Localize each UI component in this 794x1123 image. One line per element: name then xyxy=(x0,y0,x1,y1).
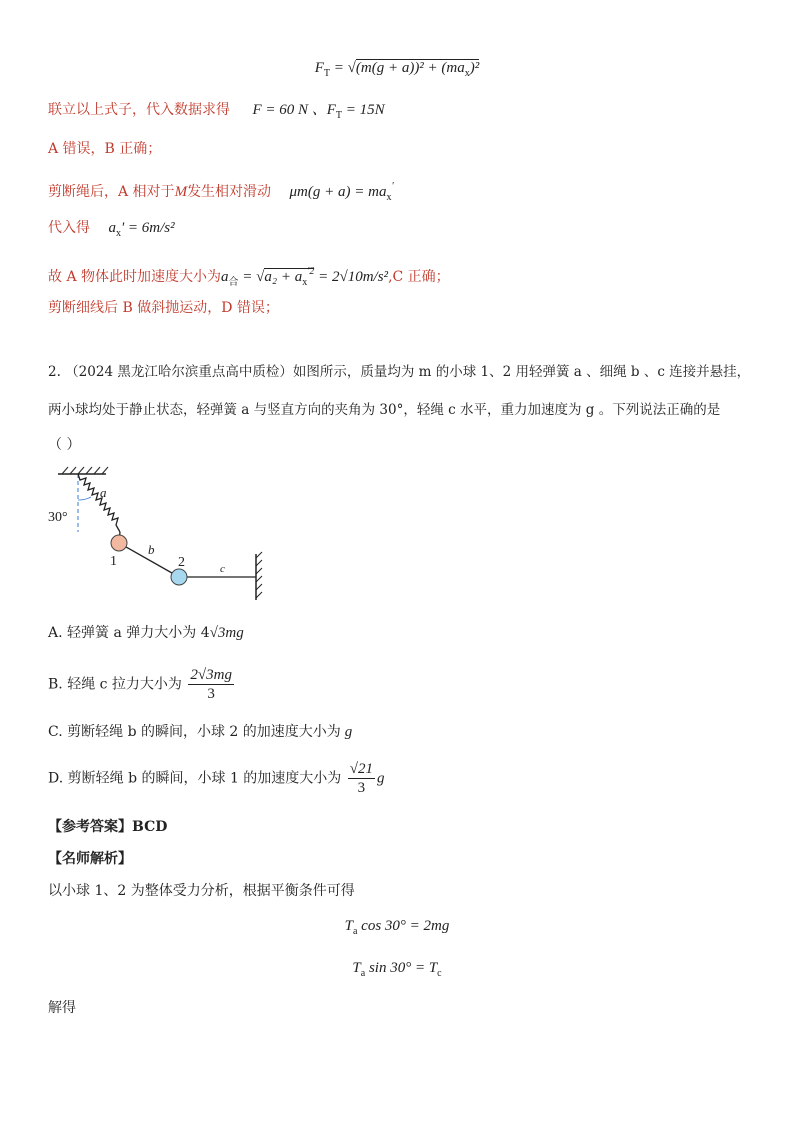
spring-rope-diagram xyxy=(40,462,280,607)
formula-lhs-sub: T xyxy=(323,68,331,79)
analysis-line: 以小球 1、2 为整体受力分析，根据平衡条件可得 xyxy=(48,883,355,899)
solution-math-4-tail: ' = 6m/s² xyxy=(120,220,175,236)
option-a-text: A. 轻弹簧 a 弹力大小为 4 xyxy=(48,625,210,641)
formula-rhs-tail: )² xyxy=(469,60,480,76)
ball-1-label: 1 xyxy=(110,554,117,569)
formula-rhs: (m(g + a))² + (ma xyxy=(355,60,465,76)
option-b-denominator: 3 xyxy=(207,686,215,702)
solution-text-3b: 发生相对滑动 xyxy=(187,184,272,200)
spring-a xyxy=(78,474,120,532)
eq2-mid: sin 30° = T xyxy=(365,960,438,976)
option-d-tail: g xyxy=(376,770,385,787)
solution-math-1-sub: T xyxy=(335,110,343,121)
solution-math-1: F = 60 N 、F xyxy=(252,102,336,118)
option-a xyxy=(48,623,244,643)
formula-tension: $F_T = √(m(g + a))^2 + (ma_x)^2$ xyxy=(314,60,480,79)
solution-line-5: 故 A 物体此时加速度大小为$a_合 = √a_2 + a_x^{'2} = 2√10m/s^2,C$ 正确； xyxy=(48,266,450,288)
option-d-denominator: 3 xyxy=(357,780,366,796)
formula-lhs: F xyxy=(314,60,324,76)
question-stem-line-2: 两小球均处于静止状态，轻弹簧 a 与竖直方向的夹角为 30°，轻绳 c 水平，重力加速度为 g 。下列说法正确的是 xyxy=(48,402,721,418)
option-b xyxy=(48,666,236,703)
solution-math-3-sub: x xyxy=(386,192,392,203)
answer-value: BCD xyxy=(132,819,168,835)
solution-text-5-tail: ,C 正确； xyxy=(388,269,450,285)
equation-2 xyxy=(0,960,794,979)
option-d xyxy=(48,760,384,797)
question-stem-line-1: 2. （2024 黑龙江哈尔滨重点高中质检）如图所示，质量均为 m 的小球 1、2 用轻弹簧 a 、细绳 b 、c 连接并悬挂， xyxy=(48,364,751,380)
solution-symbol-M: M xyxy=(174,184,188,200)
option-d-text: D. 剪断轻绳 b 的瞬间，小球 1 的加速度大小为 xyxy=(48,770,342,787)
ceiling-hatch xyxy=(62,467,108,474)
formula-rhs-sub: x xyxy=(464,68,470,79)
option-b-text: B. 轻绳 c 拉力大小为 xyxy=(48,676,182,693)
analysis-heading: 【名师解析】 xyxy=(48,851,132,867)
wall-hatch xyxy=(256,552,262,598)
rope-b-label: b xyxy=(148,542,155,557)
solution-line-2: A 错误，B 正确； xyxy=(48,141,162,157)
solution-math-5-sqrt-sup: '2 xyxy=(307,266,315,277)
option-d-numerator: √21 xyxy=(349,761,373,777)
solution-text-1: 联立以上式子，代入数据求得 xyxy=(48,102,230,118)
solution-math-5-sqrt: a₂ + a xyxy=(264,269,303,285)
eq2-T: T xyxy=(352,960,361,976)
angle-label: 30° xyxy=(48,510,68,525)
spring-label: a xyxy=(100,485,107,500)
solution-math-3: μm(g + a) = ma xyxy=(289,184,387,200)
option-a-math: √3mg xyxy=(209,625,244,641)
solution-math-5-mid: = xyxy=(238,269,257,285)
angle-arc xyxy=(78,497,91,500)
ball-1 xyxy=(111,535,127,551)
option-c xyxy=(48,722,352,742)
question-blank: （ ） xyxy=(48,437,81,453)
answer-label: 【参考答案】 xyxy=(48,819,132,835)
solution-text-3a: 剪断绳后，A 相对于 xyxy=(48,184,175,200)
solution-math-5a: a xyxy=(221,269,229,285)
solution-math-5-tail: = 2√10m/s² xyxy=(314,269,389,285)
eq2-sub2: c xyxy=(437,968,442,979)
solution-line-1 xyxy=(48,100,385,126)
ball-2 xyxy=(171,569,187,585)
solution-math-4-sub: x xyxy=(115,228,121,239)
solution-text-5: 故 A 物体此时加速度大小为 xyxy=(48,269,222,285)
eq1-tail: cos 30° = 2mg xyxy=(357,918,450,934)
solution-math-3-sup: ' xyxy=(391,181,394,192)
solution-math-4: a xyxy=(108,220,116,236)
solution-line-3 xyxy=(48,177,394,208)
eq2-sub: a xyxy=(360,968,366,979)
reference-answer xyxy=(48,817,167,837)
eq1-sub: a xyxy=(352,926,358,937)
solution-line-6: 剪断细线后 B 做斜抛运动，D 错误； xyxy=(48,300,279,316)
solution-line-4 xyxy=(48,218,175,244)
option-b-numerator: 2√3mg xyxy=(190,667,232,683)
solution-math-5a-sub: 合 xyxy=(228,277,239,288)
option-c-math: g xyxy=(344,724,353,740)
conclusion-line: 解得 xyxy=(48,1000,76,1016)
solution-math-5-sqrt-sub: x xyxy=(302,277,308,288)
equation-1 xyxy=(0,918,794,937)
rope-c-label: c xyxy=(220,563,225,575)
ball-2-label: 2 xyxy=(178,555,185,570)
solution-math-1-tail: = 15N xyxy=(342,102,385,118)
solution-text-4: 代入得 xyxy=(48,220,90,236)
eq1-T: T xyxy=(344,918,353,934)
option-c-text: C. 剪断轻绳 b 的瞬间，小球 2 的加速度大小为 xyxy=(48,724,341,740)
